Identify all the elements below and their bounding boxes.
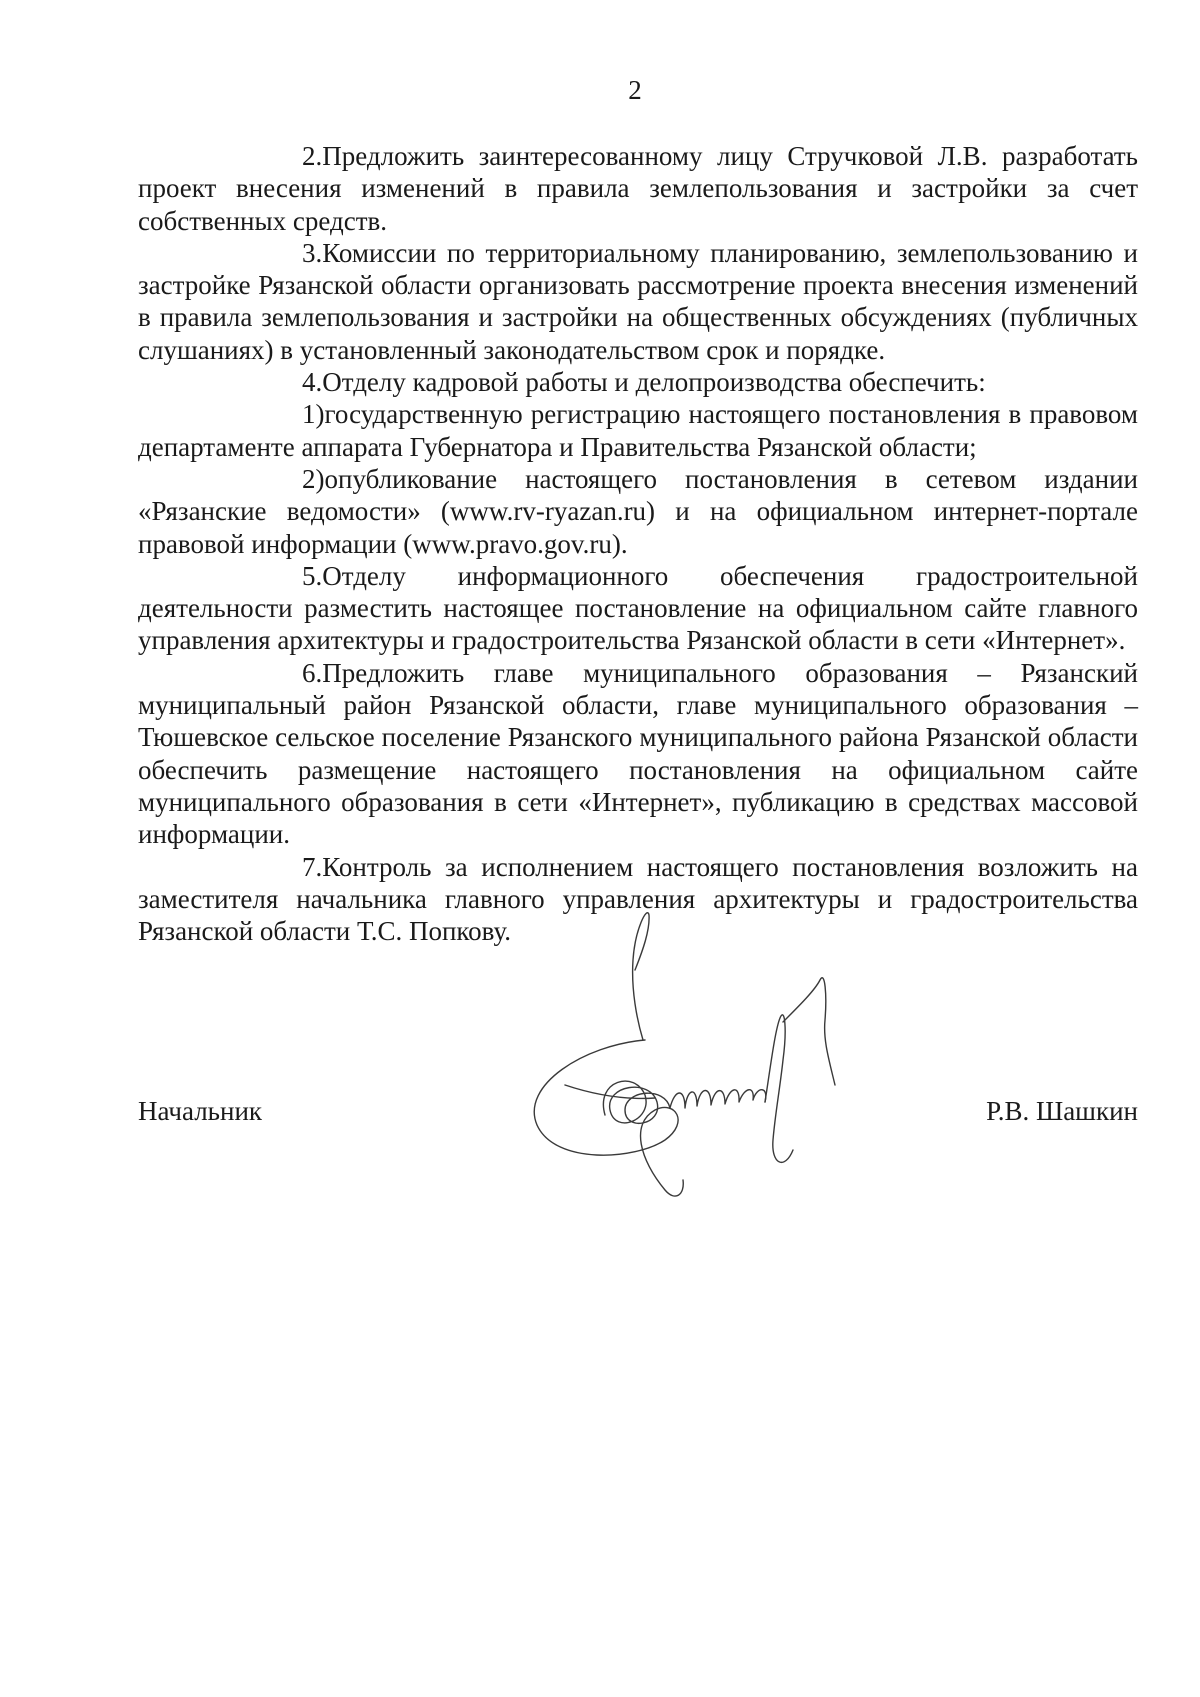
paragraph-6 bbox=[138, 657, 1138, 851]
paragraph-text: опубликование настоящего постановления в сетевом издании «Рязанские ведомости» (www.rv-ryazan.ru) и на официальном интернет-портале правовой информации (www.pravo.gov.ru). bbox=[138, 463, 1138, 559]
paragraph-number: 6. bbox=[302, 657, 323, 688]
paragraph-number: 4. bbox=[302, 367, 323, 398]
paragraph-3 bbox=[138, 237, 1138, 366]
paragraph-4 bbox=[138, 366, 1138, 398]
paragraph-number: 2) bbox=[302, 463, 325, 494]
paragraph-number: 7. bbox=[302, 851, 323, 882]
paragraph-number: 5. bbox=[302, 560, 323, 591]
paragraph-number: 2. bbox=[302, 141, 323, 171]
document-body bbox=[138, 140, 1138, 947]
paragraph-number: 1) bbox=[302, 399, 325, 430]
signatory-name: Р.В. Шашкин bbox=[986, 1096, 1138, 1126]
paragraph-text: Контроль за исполнением настоящего постановления возложить на заместителя начальника главного управления архитектуры и градостроительства Рязанской области Т.С. Попкову. bbox=[138, 851, 1138, 947]
paragraph-5 bbox=[138, 560, 1138, 657]
paragraph-text: государственную регистрацию настоящего постановления в правовом департаменте аппарата Губернатора и Правительства Рязанской области; bbox=[138, 399, 1138, 462]
paragraph-text: Комиссии по территориальному планированию, землепользованию и застройке Рязанской области организовать рассмотрение проекта внесения изменений в правила землепользования и застройки на общественных обсуждениях (публичных слушаниях) в установленный законодательством срок и порядке. bbox=[138, 237, 1138, 365]
paragraph-text: Предложить главе муниципального образования – Рязанский муниципальный район Рязанской области, главе муниципального образования – Тюшевское сельское поселение Рязанского муниципального района Рязанской области обеспечить размещение настоящего постановления на официальном сайте муниципального образования в сети «Интернет», публикацию в средствах массовой информации. bbox=[138, 657, 1138, 850]
signatory-title: Начальник bbox=[138, 1096, 263, 1126]
paragraph-text: Предложить заинтересованному лицу Стручковой Л.В. разработать проект внесения изменений в правила землепользования и застройки за счет собственных средств. bbox=[138, 141, 1138, 236]
paragraph-number: 3. bbox=[302, 237, 323, 268]
page-number: 2 bbox=[628, 75, 642, 105]
handwritten-signature bbox=[525, 910, 895, 1210]
paragraph-2 bbox=[138, 140, 1138, 237]
paragraph-text: Отделу кадровой работы и делопроизводства обеспечить: bbox=[322, 367, 986, 398]
subparagraph-2 bbox=[138, 463, 1138, 560]
signature-block bbox=[138, 1095, 1138, 1135]
subparagraph-1 bbox=[138, 398, 1138, 463]
paragraph-text: Отделу информационного обеспечения градостроительной деятельности разместить настоящее постановление на официальном сайте главного управления архитектуры и градостроительства Рязанской области в сети «Интернет». bbox=[138, 560, 1138, 656]
